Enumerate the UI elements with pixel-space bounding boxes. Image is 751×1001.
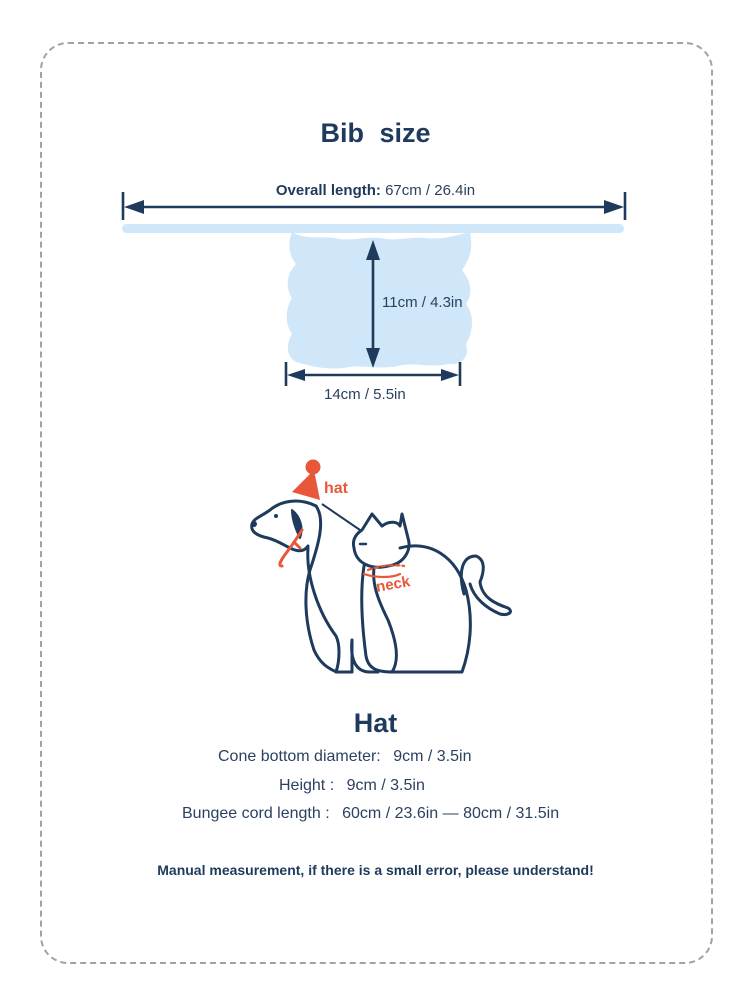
overall-length-label: Overall length: [275,182,381,199]
bib-band [122,224,624,233]
overall-length-value: 67cm / 26.4in [385,182,476,199]
spec-value: 60cm / 23.6in — 80cm / 31.5in [342,805,560,822]
hat-pointer-line [322,504,360,530]
bib-width-value: 14cm / 5.5in [324,386,406,403]
hat-label: hat [324,480,348,497]
cat-head [353,514,409,567]
spec-row-cord-length [182,805,559,823]
neck-label: neck [374,573,412,596]
spec-label: Bungee cord length : [182,805,330,822]
dog-eye [274,514,278,518]
spec-label: Height : [279,777,335,794]
dog-head [252,501,316,551]
party-hat-cone [292,470,320,500]
spec-label: Cone bottom diameter: [218,748,381,765]
measurement-note: Manual measurement, if there is a small error, please understand! [157,862,594,878]
bib-size-title: Bib size [320,118,431,148]
dog-body [306,506,378,672]
dog-nose [251,521,257,527]
spec-row-height [279,777,425,795]
spec-value: 9cm / 3.5in [393,748,472,765]
spec-value: 9cm / 3.5in [346,777,425,794]
hat-cord-tie [294,542,300,548]
hat-title: Hat [353,708,398,738]
bib-height-value: 11cm / 4.3in [382,294,463,311]
overall-length-text [0,182,751,199]
spec-row-cone-diameter [218,748,471,766]
party-hat-pompom [306,460,321,475]
